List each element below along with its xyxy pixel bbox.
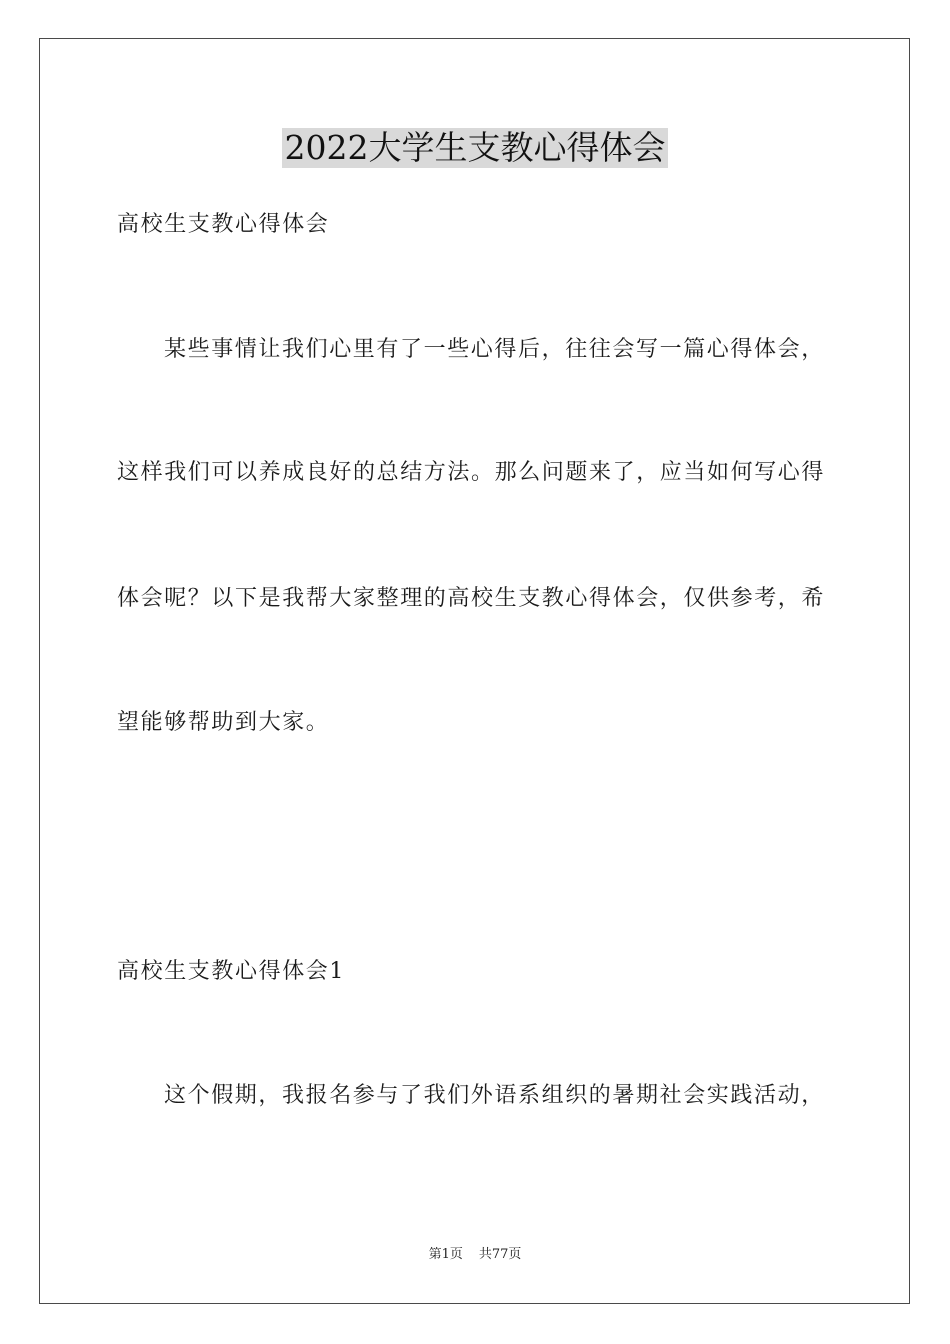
document-title: 2022大学生支教心得体会 [282, 128, 669, 168]
intro-line-4: 望能够帮助到大家。 [117, 710, 330, 735]
intro-line-3: 体会呢？以下是我帮大家整理的高校生支教心得体会，仅供参考，希 [117, 586, 826, 611]
page-number: 第1页 [428, 1247, 463, 1262]
page-total: 共77页 [478, 1247, 522, 1262]
page-footer [0, 1246, 950, 1264]
section-line-1: 这个假期，我报名参与了我们外语系组织的暑期社会实践活动， [164, 1083, 825, 1108]
intro-line-1: 某些事情让我们心里有了一些心得后，往往会写一篇心得体会， [164, 337, 825, 362]
intro-line-2: 这样我们可以养成良好的总结方法。那么问题来了，应当如何写心得 [117, 460, 826, 485]
subtitle: 高校生支教心得体会 [117, 212, 330, 237]
section-heading: 高校生支教心得体会1 [117, 959, 345, 984]
title-container [0, 128, 950, 168]
